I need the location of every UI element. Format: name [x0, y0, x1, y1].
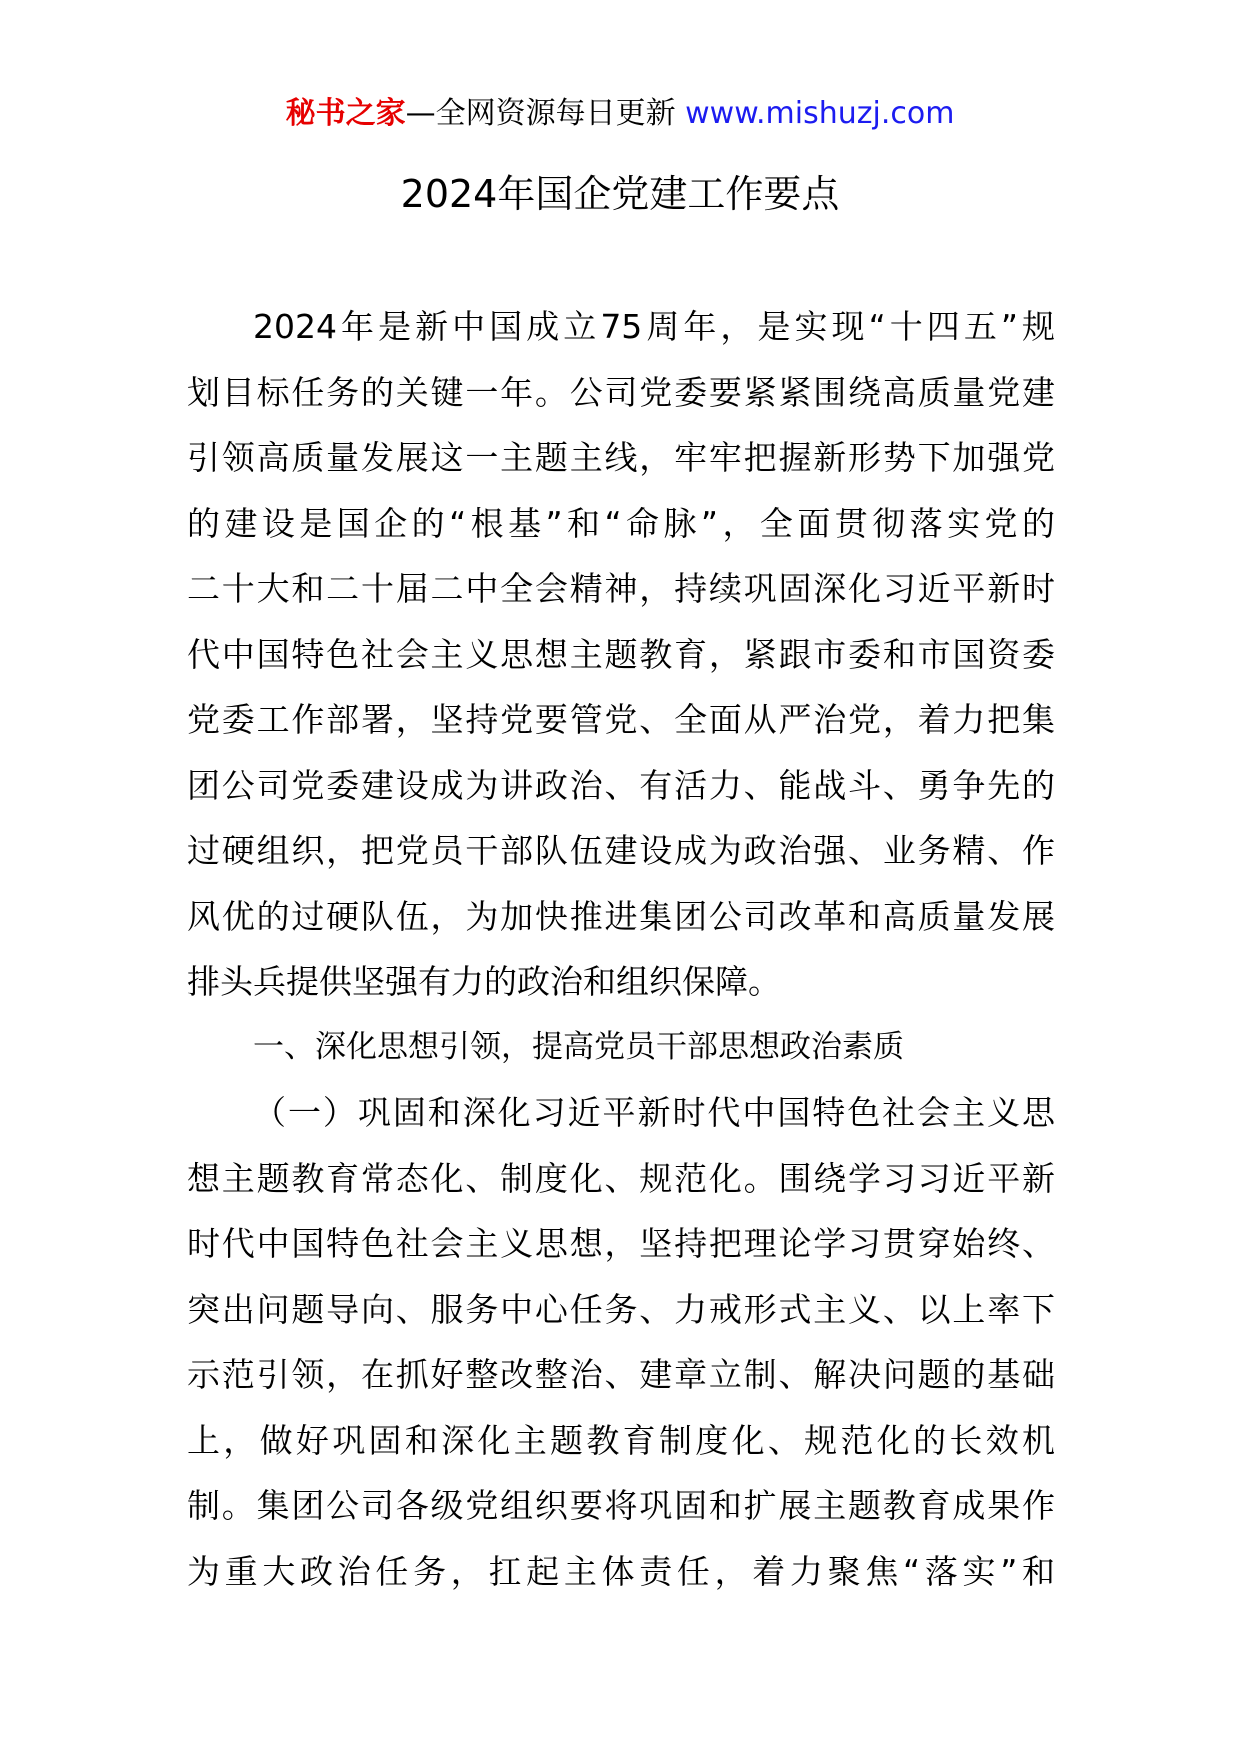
site-name: 秘书之家 [285, 96, 406, 131]
paragraph-line-15: 时代中国特色社会主义思想，坚持把理论学习贯穿始终、 [187, 1224, 1055, 1263]
paragraph-line-8: 团公司党委建设成为讲政治、有活力、能战斗、勇争先的 [187, 765, 1055, 805]
site-url-link[interactable]: www.mishuzj.com [685, 96, 955, 131]
paragraph-line-2: 划目标任务的关键一年。公司党委要紧紧围绕高质量党建 [187, 372, 1055, 412]
paragraph-line-16: 突出问题导向、服务中心任务、力戒形式主义、以上率下 [187, 1289, 1055, 1329]
paragraph-line-18: 上，做好巩固和深化主题教育制度化、规范化的长效机 [187, 1420, 1055, 1460]
paragraph-line-4: 的建设是国企的“根基”和“命脉”，全面贯彻落实党的 [187, 503, 1055, 543]
paragraph-line-19: 制。集团公司各级党组织要将巩固和扩展主题教育成果作 [187, 1486, 1055, 1525]
section-heading: 一、深化思想引领，提高党员干部思想政治素质 [253, 1028, 904, 1065]
paragraph-line-5: 二十大和二十届二中全会精神，持续巩固深化习近平新时 [187, 569, 1055, 608]
site-tagline: —全网资源每日更新 [405, 96, 686, 131]
document-body [187, 294, 1055, 1604]
paragraph-line-11: 排头兵提供坚强有力的政治和组织保障。 [187, 962, 781, 1001]
site-header-banner [0, 92, 1240, 136]
paragraph-line-20: 为重大政治任务，扛起主体责任，着力聚焦“落实”和 [187, 1551, 1055, 1591]
paragraph-line-13: （一）巩固和深化习近平新时代中国特色社会主义思 [253, 1093, 1055, 1132]
paragraph-line-7: 党委工作部署，坚持党要管党、全面从严治党，着力把集 [187, 700, 1055, 739]
paragraph-line-14: 想主题教育常态化、制度化、规范化。围绕学习习近平新 [187, 1158, 1055, 1198]
paragraph-line-9: 过硬组织，把党员干部队伍建设成为政治强、业务精、作 [187, 831, 1055, 870]
paragraph-line-10: 风优的过硬队伍，为加快推进集团公司改革和高质量发展 [187, 896, 1055, 936]
paragraph-line-17: 示范引领，在抓好整改整治、建章立制、解决问题的基础 [187, 1355, 1055, 1394]
paragraph-line-3: 引领高质量发展这一主题主线，牢牢把握新形势下加强党 [187, 438, 1055, 477]
paragraph-line-6: 代中国特色社会主义思想主题教育，紧跟市委和市国资委 [187, 634, 1055, 674]
document-title: 2024年国企党建工作要点 [400, 172, 840, 216]
paragraph-line-1: 2024年是新中国成立75周年，是实现“十四五”规 [253, 307, 1055, 346]
